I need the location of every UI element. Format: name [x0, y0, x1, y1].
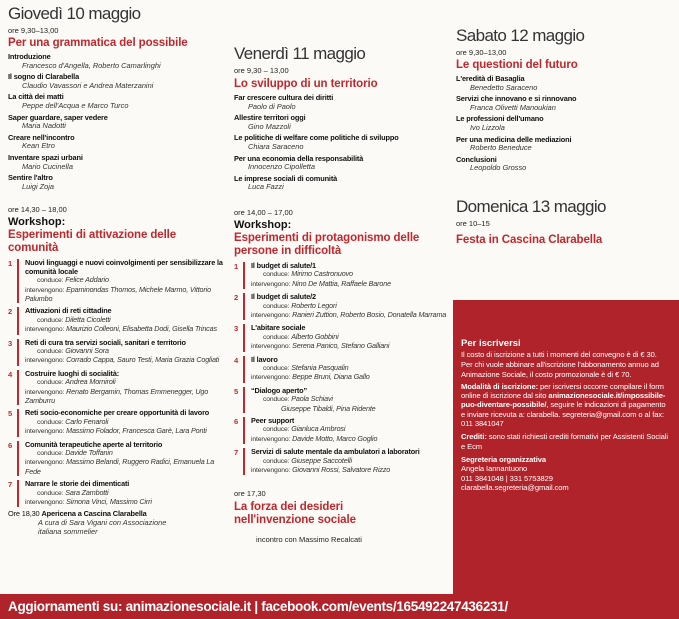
workshop-title: Esperimenti di attivazione delle comunità: [8, 229, 177, 255]
list-item: Allestire territori oggi Gino Mazzoli: [234, 113, 306, 131]
registration-cost: Il costo di iscrizione a tutti i momenti del convegno è di € 30.: [461, 350, 657, 359]
list-item: Introduzione Francesco d'Angella, Roberto Camarlinghi: [8, 52, 161, 70]
talk-list: [234, 94, 452, 192]
session-time: ore 9,30 – 13,00: [234, 66, 289, 75]
workshop-item: 2 Attivazioni di reti cittadine conduce: Diletta Cicoletti intervengono: Maurizio Colleoni, Elisabetta Dodi, Gisella Trincas: [17, 307, 230, 334]
registration-heading: Per iscriversi: [461, 338, 521, 349]
workshop-label: Workshop:: [234, 218, 292, 231]
column-saturday: [456, 0, 672, 247]
sunday-event: Festa in Cascina Clarabella: [456, 233, 603, 246]
list-item: Sentire l'altro Luigi Zoja: [8, 173, 55, 191]
workshop-item: 3 Reti di cura tra servizi sociali, sanitari e territorio conduce: Giovanni Sora intervengono: Corrado Cappa, Sauro Testi, Maria Grazia Cogliati: [17, 339, 230, 366]
session-time: ore 9,30–13,00: [456, 48, 507, 57]
workshop-item: 3 L'abitare sociale conduce: Alberto Gobbini intervengono: Serena Panico, Stefano Galliani: [243, 324, 452, 351]
closing-sub: incontro con Massimo Recalcati: [256, 535, 362, 545]
list-item: Le politiche di welfare come politiche di sviluppo Chiara Saraceno: [234, 133, 399, 151]
apericena: [8, 510, 230, 536]
workshop-item: 4 Il lavoro conduce: Stefania Pasqualin intervengono: Beppe Bruni, Diana Gallo: [243, 356, 452, 383]
registration-link[interactable]: animazionesociale.it/impossibile-puo-diventare-possibile/: [461, 391, 666, 410]
column-friday: [234, 0, 452, 544]
session-title: Per una grammatica del possibile: [8, 37, 188, 49]
workshop-item: 6 Comunità terapeutiche aperte al territorio conduce: Davide Toffanin intervengono: Massimo Belandi, Ruggero Radici, Emanuela La Fede: [17, 441, 230, 477]
talk-list: [456, 75, 672, 173]
sunday-time: ore 10–15: [456, 218, 490, 228]
footer-banner[interactable]: Aggiornamenti su: animazionesociale.it | facebook.com/events/165492247436231/: [0, 594, 679, 619]
workshop-item: 1 Il budget di salute/1 conduce: Mirimo Castronuovo intervengono: Nino De Mattia, Raffaele Barone: [243, 262, 452, 289]
workshop-list: [234, 260, 452, 476]
workshop-item: 4 Costruire luoghi di socialità: conduce: Andrea Morniroli intervengono: Renato Bergamin, Thomas Emmenegger, Ugo Zamburru: [17, 370, 230, 406]
day-title: Sabato 12 maggio: [456, 26, 585, 45]
session-time: ore 9,30–13,00: [8, 26, 59, 35]
workshop-title: Esperimenti di protagonismo delle persone in difficoltà: [234, 231, 420, 257]
workshop-item: 5 Reti socio-economiche per creare opportunità di lavoro conduce: Carlo Fenaroli intervengono: Massimo Folador, Francesca Garè, Lara Ponti: [17, 409, 230, 436]
list-item: Creare nell'incontro Kean Etro: [8, 132, 75, 151]
workshop-list: [8, 258, 230, 507]
column-thursday: [8, 0, 230, 536]
workshop-label: Workshop:: [8, 216, 66, 229]
day-title: Venerdì 11 maggio: [234, 44, 366, 63]
list-item: L'eredità di Basaglia Benedetto Saraceno: [456, 74, 538, 92]
list-item: Per una economia della responsabilità Innocenzo Cipolletta: [234, 153, 364, 172]
workshop-time: ore 14,30 – 18,00: [8, 205, 67, 215]
list-item: Le professioni dell'umano Ivo Lizzola: [456, 114, 544, 132]
workshop-item: 2 Il budget di salute/2 conduce: Roberto Legori intervengono: Ranieri Zuttion, Roberto Bosio, Donatella Marrama: [243, 293, 452, 320]
workshop-item: 7 Servizi di salute mentale da ambulatori a laboratori conduce: Giuseppe Saccotelli intervengono: Giovanni Rossi, Salvatore Rizzo: [243, 448, 452, 475]
list-item: Per una medicina delle mediazioni Roberto Beneduce: [456, 134, 572, 153]
list-item: La città dei matti Peppe dell'Acqua e Marco Turco: [8, 92, 129, 110]
list-item: Saper guardare, saper vedere Maria Nadotti: [8, 112, 108, 131]
list-item: Inventare spazi urbani Mario Cucinella: [8, 152, 83, 171]
sunday-title: Domenica 13 maggio: [456, 196, 606, 216]
registration-method: Modalità di iscrizione: per iscriversi occorre compilare il form online di iscrizione dal sito animazionesociale.it/impossibile-puo-diventare-possibile/, seguire le indicazioni di pagamento e inviare ricevuta a: clarabella. segreteria@gmail.com o al fax: 011 3841047: [461, 381, 666, 429]
list-item: Il sogno di Clarabella Claudio Vavassori e Andrea Materzanini: [8, 72, 154, 90]
credits: Crediti: sono stati richiesti crediti formativi per Assistenti Sociali e Ecm: [461, 432, 668, 451]
apericena-time: Ore 18,30: [8, 509, 40, 519]
list-item: Far crescere cultura dei diritti Paolo di Paolo: [234, 93, 334, 111]
registration-subscription: Per chi vuole abbinare all'iscrizione l'abbonamento annuo ad Animazione Sociale, il costo promozionale è di € 70.: [461, 360, 659, 379]
registration-box: [453, 300, 679, 594]
secretariat: Segreteria organizzativa Angela Iannantuono 011 3841048 | 331 5753829 clarabella.segreteria@gmail.com: [461, 454, 569, 492]
day-title: Giovedì 10 maggio: [8, 4, 141, 23]
apericena-sub: A cura di Sara Vigani con Associazione italiana sommelier: [38, 518, 167, 536]
workshop-item: 7 Narrare le storie dei dimenticati conduce: Sara Zambotti intervengono: Simona Vinci, Massimo Cirri: [17, 480, 230, 507]
session-title: Le questioni del futuro: [456, 59, 578, 71]
list-item: Conclusioni Leopoldo Grosso: [456, 154, 527, 173]
session-title: Lo sviluppo di un territorio: [234, 78, 378, 90]
workshop-item: 1 Nuovi linguaggi e nuovi coinvolgimenti per sensibilizzare la comunità locale conduce: Felice Addario intervengono: Epaminondas Thomos, Michele Marmo, Vittorio Palumbo: [17, 259, 230, 303]
workshop-item: 5 “Dialogo aperto” conduce: Paola Schiavi Giuseppe Tibaldi, Pina Ridente: [243, 387, 452, 413]
list-item: Le imprese sociali di comunità Luca Fazzi: [234, 173, 338, 192]
closing-time: ore 17,30: [234, 489, 266, 499]
list-item: Servizi che innovano e si rinnovano Franca Olivetti Manoukian: [456, 94, 577, 112]
apericena-title: Apericena a Cascina Clarabella: [41, 509, 147, 519]
talk-list: [8, 53, 230, 191]
workshop-time: ore 14,00 – 17,00: [234, 207, 293, 217]
closing-title: La forza dei desideri nell'invenzione sociale: [234, 501, 356, 527]
workshop-item: 6 Peer support conduce: Gianluca Ambrosi intervengono: Davide Motto, Marco Goglio: [243, 417, 452, 444]
